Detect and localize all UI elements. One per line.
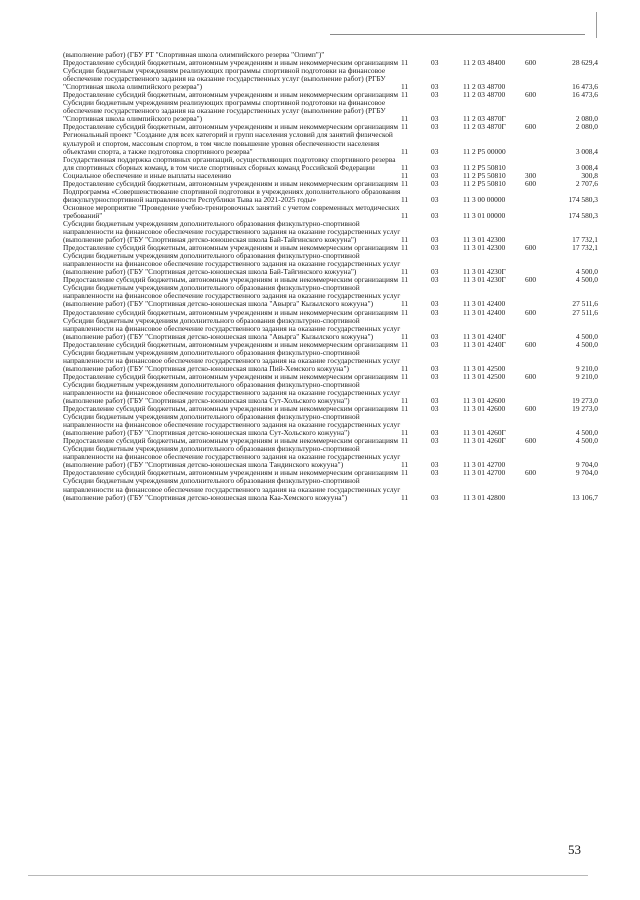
row-section: 11 bbox=[401, 162, 409, 172]
row-subsection: 03 bbox=[431, 396, 439, 406]
row-name: Предоставление субсидий бюджетным, автономным учреждениям и иным некоммерческим организациям bbox=[63, 468, 399, 478]
row-expense-type: 600 bbox=[525, 178, 537, 188]
row-amount: 300,8 bbox=[581, 170, 598, 180]
row-amount: 4 500,0 bbox=[575, 275, 598, 285]
row-target-article: 11 3 01 42600 bbox=[463, 396, 506, 406]
row-target-article: 11 3 01 42800 bbox=[463, 492, 506, 502]
row-subsection: 03 bbox=[431, 210, 439, 220]
row-amount: 9 704,0 bbox=[575, 460, 598, 470]
row-target-article: 11 3 01 4240Г bbox=[463, 331, 506, 341]
row-subsection: 03 bbox=[431, 82, 439, 92]
row-target-article: 11 2 Р5 50810 bbox=[463, 170, 506, 180]
row-subsection: 03 bbox=[431, 299, 439, 309]
table-row bbox=[63, 220, 598, 244]
row-amount: 4 500,0 bbox=[575, 331, 598, 341]
row-amount: 9 210,0 bbox=[575, 363, 598, 373]
table-row bbox=[63, 413, 598, 437]
table-row bbox=[63, 131, 598, 155]
row-target-article: 11 3 01 42500 bbox=[463, 363, 506, 373]
row-name: Предоставление субсидий бюджетным, автономным учреждениям и иным некоммерческим организациям bbox=[63, 178, 399, 188]
row-expense-type bbox=[525, 220, 549, 244]
row-amount: 3 008,4 bbox=[575, 146, 598, 156]
row-subsection: 03 bbox=[431, 243, 439, 253]
row-subsection: 03 bbox=[431, 90, 439, 100]
row-name: Субсидии бюджетным учреждениям дополнительного образования физкультурно-спортивной направленности на финансовое обеспечение государственного задания на оказание государственных услуг (выполнение работ) (ГБУ "Спортивная детско-юношеская школа "Авырга" Кызылского кожууна") bbox=[63, 315, 401, 341]
row-name: Государственная поддержка спортивных организаций, осуществляющих подготовку спортивного резерва для спортивных сборных команд, в том числе спортивных сборных команд Российской Федерации bbox=[63, 154, 396, 172]
row-name: Предоставление субсидий бюджетным, автономным учреждениям и иным некоммерческим организациям bbox=[63, 339, 399, 349]
row-amount: 2 707,6 bbox=[575, 178, 598, 188]
row-name: Субсидии бюджетным учреждениям дополнительного образования физкультурно-спортивной направленности на финансовое обеспечение государственного задания на оказание государственных услуг (выполнение работ) (ГБУ "Спортивная детско-юношеская школа Бай-Тайгинского кожууна") bbox=[63, 218, 401, 245]
row-target-article: 11 2 03 48700 bbox=[463, 82, 506, 92]
row-target-article: 11 3 01 42700 bbox=[463, 468, 506, 478]
row-expense-type: 600 bbox=[525, 90, 537, 100]
row-name: Субсидии бюджетным учреждениям дополнительного образования физкультурно-спортивной направленности на финансовое обеспечение государственного задания на оказание государственных услуг (выполнение работ) (ГБУ "Спортивная детско-юношеская школа Пий-Хемского кожууна") bbox=[63, 347, 401, 373]
row-expense-type bbox=[525, 131, 549, 155]
row-expense-type bbox=[525, 252, 549, 276]
row-section: 11 bbox=[401, 307, 409, 317]
table-row bbox=[63, 188, 598, 204]
row-name: Региональный проект "Создание для всех категорий и групп населения условий для занятий физической культурой и спортом, массовым спортом, в том числе повышение уровня обеспеченности населения объектами спорта, а также подготовка спортивного резерва" bbox=[63, 130, 393, 156]
row-expense-type bbox=[525, 67, 549, 91]
table-row bbox=[63, 67, 598, 91]
row-expense-type bbox=[525, 445, 549, 469]
row-name: Предоставление субсидий бюджетным, автономным учреждениям и иным некоммерческим организациям bbox=[63, 275, 399, 285]
row-amount: 27 511,6 bbox=[572, 307, 598, 317]
bottom-rule bbox=[28, 875, 588, 876]
row-target-article: 11 3 01 00000 bbox=[463, 210, 506, 220]
row-section: 11 bbox=[401, 82, 409, 92]
top-rule bbox=[330, 34, 585, 35]
row-section: 11 bbox=[401, 90, 409, 100]
table-row bbox=[63, 284, 598, 308]
row-target-article: 11 3 01 42300 bbox=[463, 235, 506, 245]
row-amount: 19 273,0 bbox=[572, 404, 598, 414]
row-subsection: 03 bbox=[431, 162, 439, 172]
row-expense-type bbox=[525, 381, 549, 405]
row-section: 11 bbox=[401, 194, 409, 204]
row-expense-type: 600 bbox=[525, 122, 537, 132]
row-target-article: 11 3 00 00000 bbox=[463, 194, 506, 204]
row-section: 11 bbox=[401, 243, 409, 253]
row-target-article: 11 2 Р5 50810 bbox=[463, 178, 506, 188]
page-number: 53 bbox=[568, 842, 581, 857]
row-target-article: 11 3 01 42400 bbox=[463, 307, 506, 317]
row-target-article: 11 3 01 4260Г bbox=[463, 436, 506, 446]
row-subsection: 03 bbox=[431, 146, 439, 156]
row-name: Субсидии бюджетным учреждениям реализующих программы спортивной подготовки на финансовое обеспечение государственного задания на оказание государственных услуг (выполнение работ) (РГБУ "Спортивная школа олимпийского резерва") bbox=[63, 66, 386, 92]
row-amount: 3 008,4 bbox=[575, 162, 598, 172]
row-expense-type bbox=[525, 284, 549, 308]
row-section: 11 bbox=[401, 146, 409, 156]
row-expense-type bbox=[525, 99, 549, 123]
table-row bbox=[63, 204, 598, 220]
row-target-article: 11 2 Р5 50810 bbox=[463, 162, 506, 172]
table-row bbox=[63, 445, 598, 469]
row-amount: 27 511,6 bbox=[572, 299, 598, 309]
row-section: 11 bbox=[401, 428, 409, 438]
row-section: 11 bbox=[401, 178, 409, 188]
row-target-article: 11 2 Р5 00000 bbox=[463, 146, 506, 156]
row-target-article: 11 3 01 42300 bbox=[463, 243, 506, 253]
row-section: 11 bbox=[401, 460, 409, 470]
row-name: Субсидии бюджетным учреждениям дополнительного образования физкультурно-спортивной направленности на финансовое обеспечение государственного задания на оказание государственных услуг (выполнение работ) (ГБУ "Спортивная детско-юношеская школа Тандинского кожууна") bbox=[63, 444, 401, 470]
row-subsection: 03 bbox=[431, 194, 439, 204]
row-section: 11 bbox=[401, 267, 409, 277]
row-expense-type bbox=[525, 156, 549, 172]
row-expense-type: 600 bbox=[525, 404, 537, 414]
row-section: 11 bbox=[401, 122, 409, 132]
row-amount: 17 732,1 bbox=[572, 243, 598, 253]
row-amount: 174 580,3 bbox=[568, 194, 598, 204]
row-expense-type: 600 bbox=[525, 371, 537, 381]
row-expense-type: 600 bbox=[525, 58, 537, 68]
row-target-article: 11 2 03 48400 bbox=[463, 58, 506, 68]
row-section: 11 bbox=[401, 331, 409, 341]
row-amount: 2 080,0 bbox=[575, 122, 598, 132]
row-subsection: 03 bbox=[431, 339, 439, 349]
row-amount: 9 704,0 bbox=[575, 468, 598, 478]
row-subsection: 03 bbox=[431, 460, 439, 470]
row-target-article: 11 2 03 48700 bbox=[463, 90, 506, 100]
row-name: Субсидии бюджетным учреждениям дополнительного образования физкультурно-спортивной направленности на финансовое обеспечение государственного задания на оказание государственных услуг (выполнение работ) (ГБУ "Спортивная детско-юношеская школа "Авырга" Кызылского кожууна") bbox=[63, 283, 401, 309]
table-row bbox=[63, 477, 598, 501]
row-target-article: 11 3 01 4260Г bbox=[463, 428, 506, 438]
row-subsection: 03 bbox=[431, 468, 439, 478]
row-section: 11 bbox=[401, 339, 409, 349]
row-amount: 16 473,6 bbox=[572, 82, 598, 92]
row-expense-type bbox=[525, 349, 549, 373]
table-row bbox=[63, 156, 598, 172]
row-subsection: 03 bbox=[431, 275, 439, 285]
table-row bbox=[63, 349, 598, 373]
row-expense-type: 600 bbox=[525, 436, 537, 446]
row-section: 11 bbox=[401, 363, 409, 373]
row-name: Социальное обеспечение и иные выплаты населению bbox=[63, 170, 232, 180]
row-expense-type: 600 bbox=[525, 275, 537, 285]
row-expense-type bbox=[525, 413, 549, 437]
row-expense-type bbox=[525, 204, 549, 220]
budget-table-body bbox=[63, 51, 598, 502]
row-name: Предоставление субсидий бюджетным, автономным учреждениям и иным некоммерческим организациям bbox=[63, 243, 399, 253]
row-amount: 13 106,7 bbox=[572, 492, 598, 502]
row-name: Субсидии бюджетным учреждениям дополнительного образования физкультурно-спортивной направленности на финансовое обеспечение государственного задания на оказание государственных услуг (выполнение работ) (ГБУ "Спортивная детско-юношеская школа Каа-Хемского кожууна") bbox=[63, 476, 401, 502]
row-name: Основное мероприятие "Проведение учебно-тренировочных занятий с учетом современных методических требований" bbox=[63, 202, 400, 220]
row-section: 11 bbox=[401, 58, 409, 68]
row-subsection: 03 bbox=[431, 404, 439, 414]
row-subsection: 03 bbox=[431, 436, 439, 446]
row-section: 11 bbox=[401, 170, 409, 180]
row-name: Предоставление субсидий бюджетным, автономным учреждениям и иным некоммерческим организациям bbox=[63, 371, 399, 381]
row-subsection: 03 bbox=[431, 114, 439, 124]
row-section: 11 bbox=[401, 404, 409, 414]
row-target-article: 11 3 01 4230Г bbox=[463, 275, 506, 285]
row-section: 11 bbox=[401, 492, 409, 502]
row-target-article: 11 3 01 4230Г bbox=[463, 267, 506, 277]
row-target-article: 11 3 01 42600 bbox=[463, 404, 506, 414]
row-amount: 4 500,0 bbox=[575, 436, 598, 446]
row-subsection: 03 bbox=[431, 122, 439, 132]
row-name: Предоставление субсидий бюджетным, автономным учреждениям и иным некоммерческим организациям bbox=[63, 122, 399, 132]
row-amount: 4 500,0 bbox=[575, 339, 598, 349]
row-expense-type: 300 bbox=[525, 170, 537, 180]
row-subsection: 03 bbox=[431, 178, 439, 188]
row-expense-type bbox=[525, 317, 549, 341]
row-subsection: 03 bbox=[431, 363, 439, 373]
row-subsection: 03 bbox=[431, 331, 439, 341]
row-section: 11 bbox=[401, 299, 409, 309]
row-target-article: 11 3 01 42400 bbox=[463, 299, 506, 309]
row-section: 11 bbox=[401, 396, 409, 406]
row-expense-type bbox=[525, 188, 549, 204]
row-target-article: 11 2 03 4870Г bbox=[463, 114, 506, 124]
row-amount: 19 273,0 bbox=[572, 396, 598, 406]
row-target-article: 11 2 03 4870Г bbox=[463, 122, 506, 132]
row-name: Предоставление субсидий бюджетным, автономным учреждениям и иным некоммерческим организациям bbox=[63, 90, 399, 100]
row-target-article: 11 3 01 42500 bbox=[463, 371, 506, 381]
row-section: 11 bbox=[401, 436, 409, 446]
row-amount: 4 500,0 bbox=[575, 267, 598, 277]
row-amount: 4 500,0 bbox=[575, 428, 598, 438]
row-amount: 28 629,4 bbox=[572, 58, 598, 68]
row-name: Предоставление субсидий бюджетным, автономным учреждениям и иным некоммерческим организациям bbox=[63, 404, 399, 414]
row-name: (выполнение работ) (ГБУ РТ "Спортивная школа олимпийского резерва "Олимп")" bbox=[63, 50, 325, 59]
table-row bbox=[63, 99, 598, 123]
row-amount: 174 580,3 bbox=[568, 210, 598, 220]
row-subsection: 03 bbox=[431, 492, 439, 502]
row-name: Предоставление субсидий бюджетным, автономным учреждениям и иным некоммерческим организациям bbox=[63, 436, 399, 446]
row-target-article: 11 3 01 42700 bbox=[463, 460, 506, 470]
row-name: Субсидии бюджетным учреждениям дополнительного образования физкультурно-спортивной направленности на финансовое обеспечение государственного задания на оказание государственных услуг (выполнение работ) (ГБУ "Спортивная детско-юношеская школа Сут-Хольского кожууна") bbox=[63, 379, 401, 406]
table-row bbox=[63, 252, 598, 276]
row-subsection: 03 bbox=[431, 170, 439, 180]
row-amount: 17 732,1 bbox=[572, 235, 598, 245]
row-amount: 16 473,6 bbox=[572, 90, 598, 100]
row-expense-type: 600 bbox=[525, 339, 537, 349]
row-section: 11 bbox=[401, 468, 409, 478]
row-name: Подпрограмма «Совершенствование спортивной подготовки в учреждениях дополнительного образования физкультурноспортивной направленности Республики Тыва на 2021-2025 годы» bbox=[63, 186, 401, 204]
row-section: 11 bbox=[401, 275, 409, 285]
row-subsection: 03 bbox=[431, 235, 439, 245]
row-expense-type bbox=[525, 477, 549, 501]
row-section: 11 bbox=[401, 371, 409, 381]
row-name: Субсидии бюджетным учреждениям дополнительного образования физкультурно-спортивной направленности на финансовое обеспечение государственного задания на оказание государственных услуг (выполнение работ) (ГБУ "Спортивная детско-юношеская школа Бай-Тайгинского кожууна") bbox=[63, 251, 401, 277]
row-amount: 2 080,0 bbox=[575, 114, 598, 124]
row-section: 11 bbox=[401, 210, 409, 220]
row-amount: 9 210,0 bbox=[575, 371, 598, 381]
row-expense-type: 600 bbox=[525, 307, 537, 317]
row-subsection: 03 bbox=[431, 58, 439, 68]
budget-table bbox=[63, 51, 598, 502]
row-subsection: 03 bbox=[431, 371, 439, 381]
row-name: Субсидии бюджетным учреждениям реализующих программы спортивной подготовки на финансовое обеспечение государственного задания на оказание государственных услуг (выполнение работ) (РГБУ "Спортивная школа олимпийского резерва") bbox=[63, 98, 386, 124]
table-row bbox=[63, 381, 598, 405]
row-name: Субсидии бюджетным учреждениям дополнительного образования физкультурно-спортивной направленности на финансовое обеспечение государственного задания на оказание государственных услуг (выполнение работ) (ГБУ "Спортивная детско-юношеская школа Сут-Хольского кожууна") bbox=[63, 412, 401, 438]
row-target-article: 11 3 01 4240Г bbox=[463, 339, 506, 349]
row-name: Предоставление субсидий бюджетным, автономным учреждениям и иным некоммерческим организациям bbox=[63, 307, 399, 317]
row-section: 11 bbox=[401, 235, 409, 245]
row-expense-type: 600 bbox=[525, 468, 537, 478]
row-name: Предоставление субсидий бюджетным, автономным учреждениям и иным некоммерческим организациям bbox=[63, 58, 399, 68]
margin-mark bbox=[596, 12, 597, 38]
table-row bbox=[63, 317, 598, 341]
row-subsection: 03 bbox=[431, 267, 439, 277]
row-subsection: 03 bbox=[431, 428, 439, 438]
row-subsection: 03 bbox=[431, 307, 439, 317]
row-section: 11 bbox=[401, 114, 409, 124]
row-expense-type: 600 bbox=[525, 243, 537, 253]
